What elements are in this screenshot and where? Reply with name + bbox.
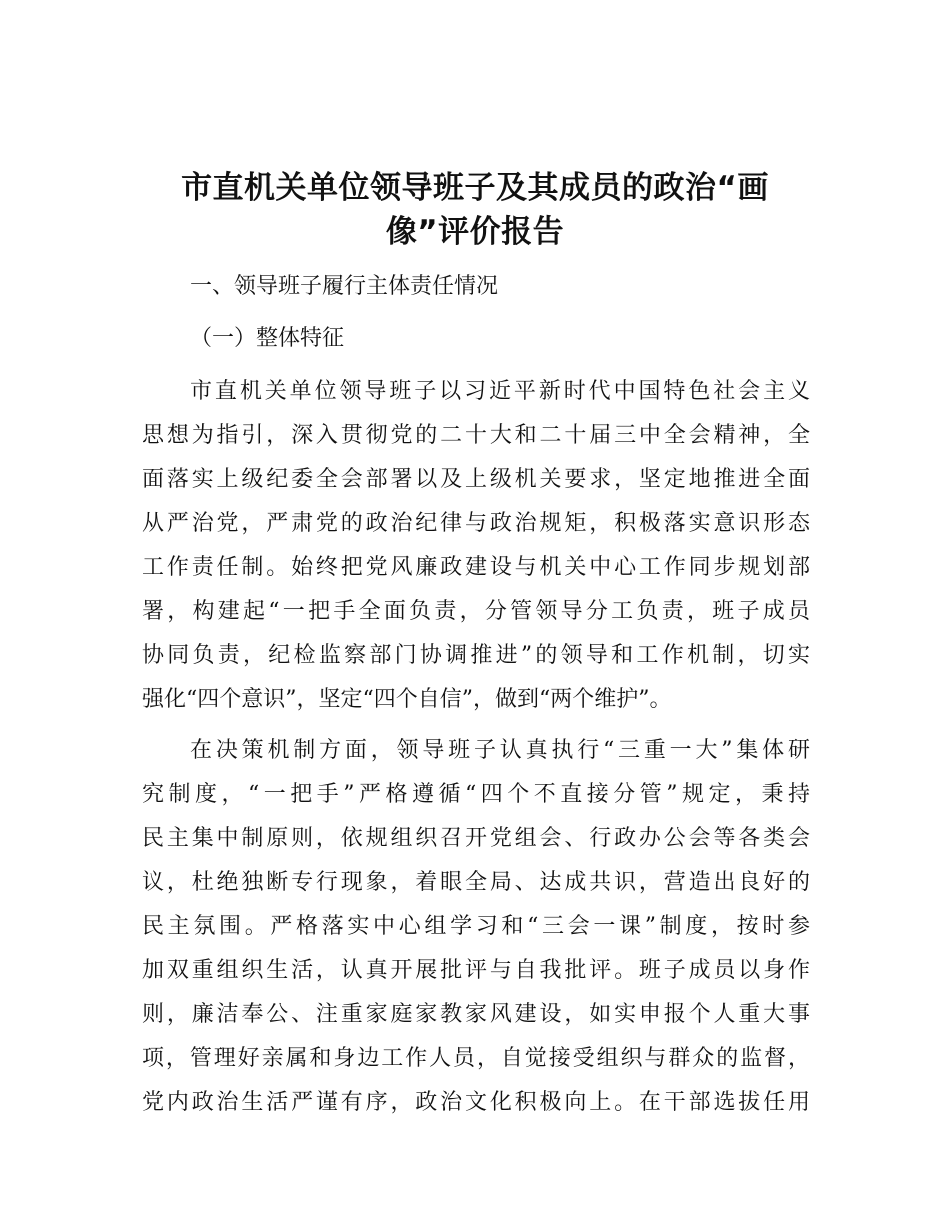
paragraph-2-line: 究制度，“一把手”严格遵循“四个不直接分管”规定，秉持	[142, 782, 810, 807]
document-title-line-1: 市直机关单位领导班子及其成员的政治“画	[181, 170, 769, 206]
paragraph-2-line: 项，管理好亲属和身边工作人员，自觉接受组织与群众的监督，	[142, 1046, 810, 1071]
paragraph-2-line: 党内政治生活严谨有序，政治文化积极向上。在干部选拔任用	[142, 1090, 810, 1115]
section-heading: 一、领导班子履行主体责任情况	[190, 274, 499, 299]
document-title-line-2: 像”评价报告	[385, 214, 565, 250]
paragraph-2-line: 则，廉洁奉公、注重家庭家教家风建设，如实申报个人重大事	[142, 1002, 810, 1027]
paragraph-1-line: 面落实上级纪委全会部署以及上级机关要求，坚定地推进全面	[142, 467, 810, 492]
paragraph-1-line: 工作责任制。始终把党风廉政建设与机关中心工作同步规划部	[142, 555, 810, 580]
paragraph-1-line: 强化“四个意识”，坚定“四个自信”，做到“两个维护”。	[142, 687, 672, 712]
paragraph-1-line: 协同负责，纪检监察部门协调推进”的领导和工作机制，切实	[142, 643, 810, 668]
paragraph-2-line: 加双重组织生活，认真开展批评与自我批评。班子成员以身作	[142, 958, 810, 983]
paragraph-2-line: 民主氛围。严格落实中心组学习和“三会一课”制度，按时参	[142, 914, 810, 939]
subsection-heading: （一）整体特征	[190, 326, 345, 351]
paragraph-1-line: 思想为指引，深入贯彻党的二十大和二十届三中全会精神，全	[142, 423, 810, 448]
paragraph-2-line: 民主集中制原则，依规组织召开党组会、行政办公会等各类会	[142, 826, 810, 851]
paragraph-2-line: 议，杜绝独断专行现象，着眼全局、达成共识，营造出良好的	[142, 870, 810, 895]
paragraph-1-line: 市直机关单位领导班子以习近平新时代中国特色社会主义	[190, 379, 810, 404]
paragraph-1-line: 署，构建起“一把手全面负责，分管领导分工负责，班子成员	[142, 599, 810, 624]
paragraph-2-line: 在决策机制方面，领导班子认真执行“三重一大”集体研	[190, 738, 810, 763]
paragraph-1-line: 从严治党，严肃党的政治纪律与政治规矩，积极落实意识形态	[142, 511, 810, 536]
